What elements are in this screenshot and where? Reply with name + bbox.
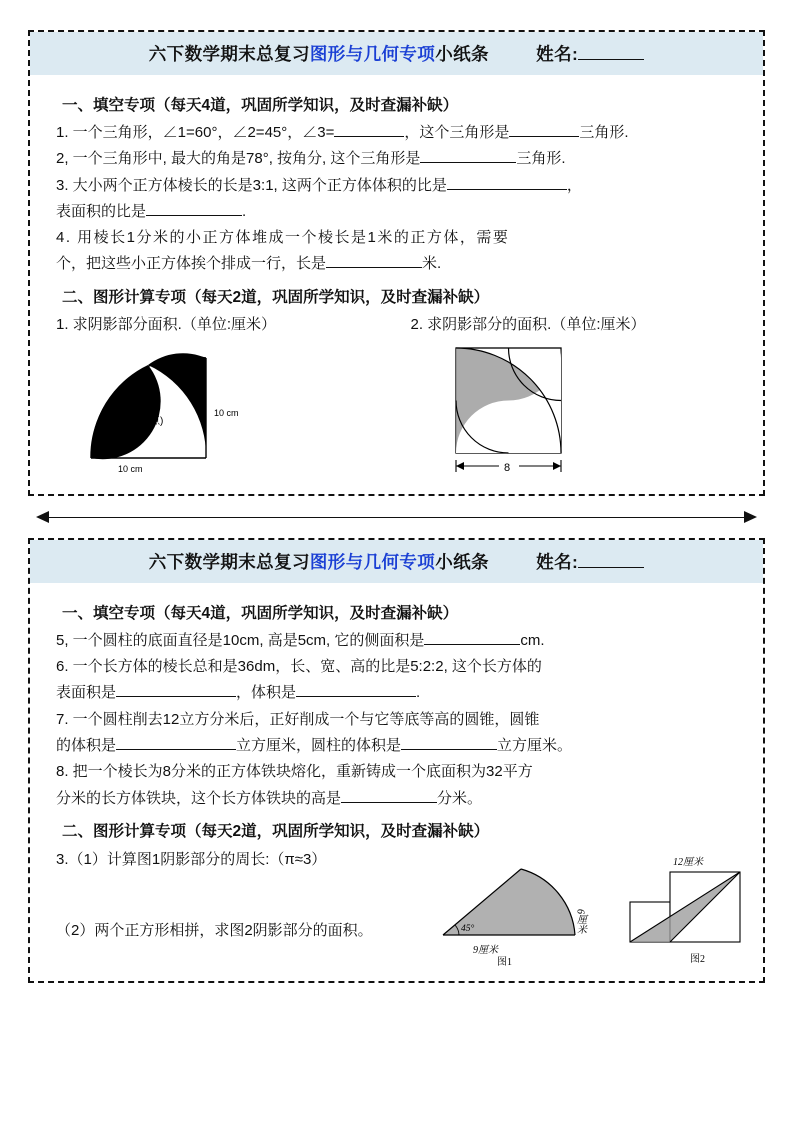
- card2-name-label: 姓名:: [536, 551, 579, 572]
- q7-blank-2[interactable]: [401, 734, 497, 750]
- q7-text-c: 立方厘米，圆柱的体积是: [236, 736, 402, 754]
- q2-text-b: 三角形.: [516, 150, 566, 168]
- card2-title-prefix: 六下数学期末总复习: [148, 551, 310, 572]
- card2-calc-block: [56, 847, 745, 967]
- figure1-angle-label: 45°: [461, 923, 475, 934]
- q7-blank-1[interactable]: [116, 734, 236, 750]
- card2-question-8-cont: [56, 787, 745, 811]
- card1-question-3: [56, 174, 745, 198]
- card1-name-field: [536, 41, 644, 66]
- figure1-right-label: 10 cm: [214, 407, 239, 418]
- q8-text-a: 8. 把一个棱长为8分米的正方体铁块熔化，重新铸成一个底面积为32平方: [56, 763, 533, 781]
- q4-blank-1[interactable]: [326, 252, 422, 268]
- card1-title-suffix: 小纸条: [435, 44, 489, 64]
- card2-figure-svg: [425, 847, 745, 967]
- q2-text-a: 2, 一个三角形中, 最大的角是78°, 按角分, 这个三角形是: [56, 150, 421, 168]
- card1-figure-1: [56, 340, 391, 480]
- figure2-bottom-label: 8: [503, 461, 510, 474]
- card2-question-6: [56, 655, 745, 679]
- card2-calc-prompt-2: （2）两个正方形相拼，求图2阴影部分的面积。: [56, 922, 373, 940]
- card1-question-1: [56, 121, 745, 145]
- card1-question-3-cont: [56, 200, 745, 224]
- card2-question-8: [56, 760, 745, 784]
- q3-blank-1[interactable]: [447, 174, 567, 190]
- q8-text-b: 分米的长方体铁块，这个长方体铁块的高是: [56, 789, 342, 807]
- figure1-bottom-label: 10 cm: [118, 463, 143, 474]
- worksheet-card-2: [28, 538, 765, 983]
- q6-text-a: 6. 一个长方体的棱长总和是36dm，长、宽、高的比是5:2:2, 这个长方体的: [56, 658, 542, 676]
- q6-text-c: ，体积是: [236, 684, 297, 702]
- figure1-caption: 图1: [497, 956, 512, 967]
- q6-blank-1[interactable]: [116, 681, 236, 697]
- card2-question-5: [56, 629, 745, 653]
- card2-title-suffix: 小纸条: [435, 551, 489, 572]
- divider-line: [48, 517, 745, 519]
- card2-question-7: [56, 708, 745, 732]
- arrow-head-right-icon: [744, 511, 757, 523]
- q7-text-a: 7. 一个圆柱削去12立方分米后，正好削成一个与它等底等高的圆锥，圆锥: [56, 710, 540, 728]
- card1-title-prefix: 六下数学期末总复习: [148, 44, 310, 64]
- q4-text-c: 米.: [422, 255, 442, 273]
- q7-text-d: 立方厘米。: [497, 736, 573, 754]
- q1-blank-1[interactable]: [334, 121, 404, 137]
- card2-name-blank[interactable]: [578, 567, 644, 568]
- q1-blank-2[interactable]: [509, 121, 579, 137]
- card1-name-blank[interactable]: [578, 59, 644, 60]
- card1-body: [30, 75, 763, 494]
- card2-calc-prompt-1: 3.（1）计算图1阴影部分的周长:（π≈3）: [56, 850, 327, 868]
- q6-text-b: 表面积是: [56, 684, 117, 702]
- card1-title-bar: [30, 32, 763, 75]
- figure2-caption: 图2: [690, 953, 705, 965]
- figure2-top-label: 12厘米: [673, 856, 703, 868]
- card2-section1-heading: 一、填空专项（每天4道，巩固所学知识，及时查漏补缺）: [62, 604, 459, 622]
- q4-text-b: 个，把这些小正方体挨个排成一行，长是: [56, 255, 327, 273]
- card1-section2-heading: 二、图形计算专项（每天2道，巩固所学知识，及时查漏补缺）: [62, 288, 490, 306]
- q3-text-b: ，: [566, 176, 582, 194]
- q7-text-b: 的体积是: [56, 736, 117, 754]
- card1-question-4: [56, 226, 741, 250]
- card1-title-highlight: 图形与几何专项: [309, 44, 436, 64]
- card1-calc-prompt-2: 2. 求阴影部分的面积.（单位:厘米）: [410, 315, 646, 333]
- q6-text-d: .: [416, 684, 421, 702]
- card2-title-highlight: 图形与几何专项: [309, 551, 436, 572]
- card1-question-2: [56, 147, 745, 171]
- card2-title-bar: [30, 540, 763, 583]
- card2-question-6-cont: [56, 681, 745, 705]
- figure1-point-label: E(中点): [130, 415, 164, 427]
- q2-blank-1[interactable]: [420, 147, 516, 163]
- q5-blank-1[interactable]: [424, 629, 520, 645]
- card2-question-7-cont: [56, 734, 745, 758]
- q1-text-a: 1. 一个三角形，∠1=60°，∠2=45°，∠3=: [56, 124, 335, 141]
- card2-calc-texts: [56, 847, 425, 944]
- q3-text-c: 表面积的比是: [56, 202, 147, 220]
- card1-question-4-cont: [56, 252, 741, 276]
- card1-name-label: 姓名:: [536, 44, 579, 64]
- card1-section1-heading: 一、填空专项（每天4道，巩固所学知识，及时查漏补缺）: [62, 97, 459, 114]
- q3-blank-2[interactable]: [146, 200, 242, 216]
- q5-text-a: 5, 一个圆柱的底面直径是10cm, 高是5cm, 它的侧面积是: [56, 631, 425, 649]
- card2-name-field: [536, 549, 644, 574]
- card1-figure-2: [411, 340, 746, 480]
- card2-figures: [425, 847, 745, 967]
- q1-text-b: ，这个三角形是: [404, 124, 510, 141]
- card1-figures: [56, 340, 745, 480]
- q1-text-c: 三角形.: [579, 124, 629, 141]
- q4-text-a: 4. 用棱长1分米的小正方体堆成一个棱长是1米的正方体，需要: [56, 229, 510, 247]
- page-divider-arrow: [34, 508, 759, 528]
- shaded-quarter-circle-figure: [56, 340, 276, 480]
- card1-calc-prompt-1: 1. 求阴影部分面积.（单位:厘米）: [56, 315, 277, 333]
- card1-calc-prompts: [56, 313, 745, 334]
- card2-section2-heading: 二、图形计算专项（每天2道，巩固所学知识，及时查漏补缺）: [62, 822, 490, 840]
- card2-body: [30, 583, 763, 981]
- figure1-side-label: 6厘米: [574, 908, 586, 934]
- q3-text-a: 3. 大小两个正方体棱长的长是3:1, 这两个正方体体积的比是: [56, 176, 447, 194]
- square-with-arcs-figure: [411, 340, 651, 480]
- figure1-bottom-label: 9厘米: [473, 944, 498, 956]
- q8-text-c: 分米。: [437, 789, 483, 807]
- worksheet-card-1: [28, 30, 765, 496]
- q6-blank-2[interactable]: [296, 681, 416, 697]
- q5-text-b: cm.: [520, 631, 545, 649]
- q3-text-d: .: [242, 202, 247, 220]
- q8-blank-1[interactable]: [341, 787, 437, 803]
